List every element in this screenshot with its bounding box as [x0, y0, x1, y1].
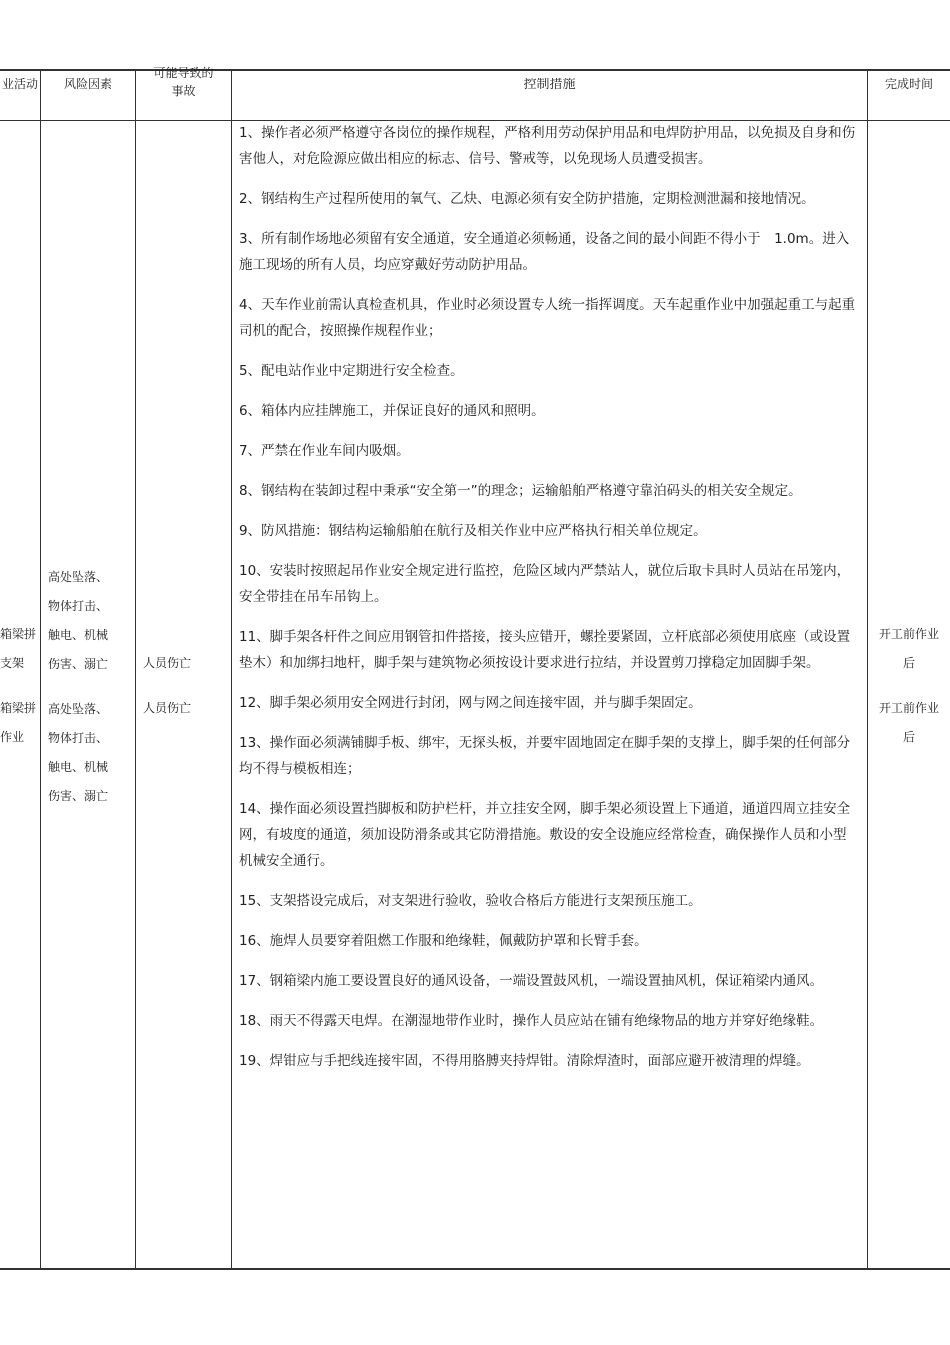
- risk-group2-line3: 触电、机械: [48, 760, 109, 774]
- measure-item-14: 14、操作面必须设置挡脚板和防护栏杆，并立挂安全网，脚手架必须设置上下通道，通道四周立挂安全网，有坡度的通道，须加设防滑条或其它防滑措施。敷设的安全设施应经常检查，确保操作人员和小型机械安全通行。: [239, 801, 851, 869]
- measure-item-5: 5、配电站作业中定期进行安全检查。: [239, 363, 464, 379]
- risk-group2-line4: 伤害、溺亡: [48, 789, 109, 803]
- header-risk-factors: 风险因素: [63, 77, 112, 91]
- header-possible-accident-line2: 事故: [171, 84, 196, 98]
- measure-item-8: 8、钢结构在装卸过程中秉承“安全第一”的理念；运输船舶严格遵守靠泊码头的相关安全规定。: [239, 483, 802, 499]
- header-activity: 业活动: [1, 77, 38, 91]
- risk-group2-line1: 高处坠落、: [48, 702, 109, 716]
- measure-item-3: 3、所有制作场地必须留有安全通道，安全通道必须畅通，设备之间的最小间距不得小于 1.0m。进入施工现场的所有人员，均应穿戴好劳动防护用品。: [239, 231, 850, 273]
- risk-group1-line1: 高处坠落、: [48, 570, 109, 584]
- risk-factors-cell: [48, 563, 134, 811]
- measure-item-16: 16、施焊人员要穿着阻燃工作服和绝缘鞋，佩戴防护罩和长臂手套。: [239, 933, 648, 949]
- risk-group2-line2: 物体打击、: [48, 731, 109, 745]
- measure-item-15: 15、支架搭设完成后，对支架进行验收，验收合格后方能进行支架预压施工。: [239, 893, 702, 909]
- completion-row1-line2: 后: [902, 656, 915, 670]
- measure-item-12: 12、脚手架必须用安全网进行封闭，网与网之间连接牢固，并与脚手架固定。: [239, 695, 702, 711]
- column-divider-1: [40, 69, 41, 1270]
- header-completion-time: 完成时间: [884, 77, 933, 91]
- control-measures-list: [239, 120, 857, 1088]
- measure-item-17: 17、钢箱梁内施工要设置良好的通风设备，一端设置鼓风机，一端设置抽风机，保证箱梁内通风。: [239, 973, 824, 989]
- completion-row2-line2: 后: [902, 730, 915, 744]
- risk-group1-line2: 物体打击、: [48, 599, 109, 613]
- measure-item-11: 11、脚手架各杆件之间应用钢管扣件搭接，接头应错开，螺拴要紧固，立杆底部必须使用底座（或设置垫木）和加绑扫地杆，脚手架与建筑物必须按设计要求进行拉结，并设置剪刀撑稳定加固脚手架。: [239, 629, 851, 671]
- activity-cell: [0, 620, 40, 752]
- measure-item-19: 19、焊钳应与手把线连接牢固，不得用胳膊夹持焊钳。清除焊渣时，面部应避开被清理的焊缝。: [239, 1053, 810, 1069]
- measure-item-2: 2、钢结构生产过程所使用的氧气、乙炔、电源必须有安全防护措施，定期检测泄漏和接地情况。: [239, 191, 815, 207]
- measure-item-9: 9、防风措施：钢结构运输船舶在航行及相关作业中应严格执行相关单位规定。: [239, 523, 707, 539]
- activity-row1-line1: 箱梁拼: [0, 627, 37, 641]
- measure-item-4: 4、天车作业前需认真检查机具，作业时必须设置专人统一指挥调度。天车起重作业中加强起重工与起重司机的配合，按照操作规程作业；: [239, 297, 856, 339]
- activity-row2-line2: 作业: [0, 730, 25, 744]
- activity-row1-line2: 支架: [0, 656, 25, 670]
- measure-item-6: 6、箱体内应挂牌施工，并保证良好的通风和照明。: [239, 403, 545, 419]
- activity-row2-line1: 箱梁拼: [0, 701, 37, 715]
- column-divider-2: [135, 69, 136, 1270]
- table-bottom-border: [0, 1268, 950, 1270]
- header-control-measures: 控制措施: [523, 78, 576, 92]
- accident-row2: 人员伤亡: [143, 701, 192, 715]
- possible-accident-cell: [143, 649, 233, 723]
- measure-item-18: 18、雨天不得露天电焊。在潮湿地带作业时，操作人员应站在铺有绝缘物品的地方并穿好绝缘鞋。: [239, 1013, 824, 1029]
- risk-group1-line3: 触电、机械: [48, 628, 109, 642]
- risk-group1-line4: 伤害、溺亡: [48, 657, 109, 671]
- completion-row2-line1: 开工前作业: [878, 701, 939, 715]
- header-possible-accident: [136, 66, 231, 100]
- accident-row1: 人员伤亡: [143, 656, 192, 670]
- measure-item-10: 10、安装时按照起吊作业安全规定进行监控，危险区域内严禁站人，就位后取卡具时人员站在吊笼内，安全带挂在吊车吊钩上。: [239, 563, 851, 605]
- measure-item-13: 13、操作面必须满铺脚手板、绑牢，无探头板，并要牢固地固定在脚手架的支撑上，脚手架的任何部分均不得与模板相连；: [239, 735, 851, 777]
- measure-item-1: 1、操作者必须严格遵守各岗位的操作规程，严格利用劳动保护用品和电焊防护用品，以免损及自身和伤害他人，对危险源应做出相应的标志、信号、警戒等，以免现场人员遭受损害。: [239, 125, 856, 167]
- measure-item-7: 7、严禁在作业车间内吸烟。: [239, 443, 410, 459]
- header-possible-accident-line1: 可能导致的: [153, 66, 214, 80]
- completion-row1-line1: 开工前作业: [878, 627, 939, 641]
- completion-time-cell: [868, 620, 950, 752]
